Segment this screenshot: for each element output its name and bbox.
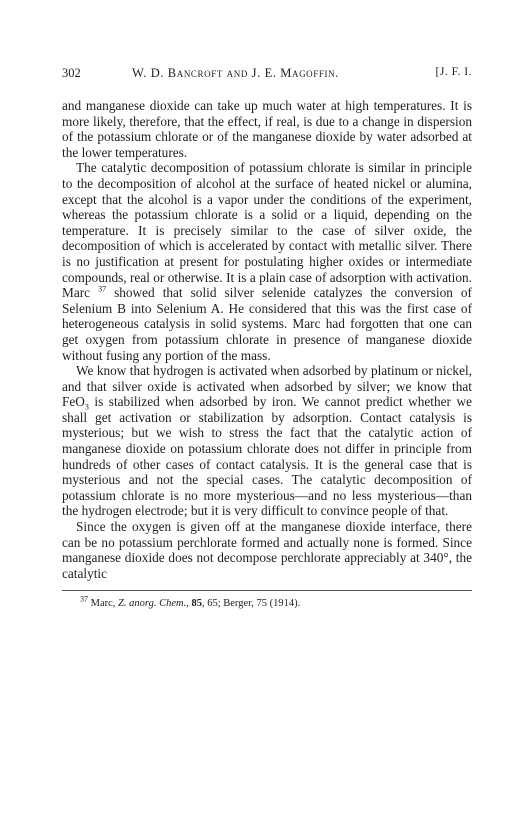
text-segment: 85: [191, 598, 202, 610]
journal-reference: [J. F. I.: [435, 66, 472, 78]
text-segment: 37: [80, 594, 88, 604]
paragraph-hydrogen-activation: [62, 363, 472, 519]
footnote-37: [62, 594, 472, 610]
text-segment: The catalytic decomposition of potassium chlorate is similar in principle to the decomposition of alcohol at the surface of heated nickel or alumina, except that the alcohol is a vapor under the conditions of the experiment, whereas the potassium chlorate is a solid or a liquid, depending on the temperature. It is precisely similar to the case of silver oxide, the decomposition of which is accelerated by contact with metallic silver. There is no justification at present for postulating higher oxides or intermediate compounds, real or otherwise. It is a plain case of adsorption with activation. Marc: [62, 160, 472, 301]
running-title: W. D. Bancroft and J. E. Magoffin.: [132, 66, 339, 80]
text-segment: Since the oxygen is given off at the manganese dioxide interface, there can be no potassium perchlorate formed and actually none is formed. Since manganese dioxide does not decompose perchlorate appreciably at 340°, the catalytic: [62, 519, 472, 581]
text-segment: is stabilized when adsorbed by iron. We cannot predict whether we shall get activation or stabilization by adsorption. Contact catalysis is mysterious; but we wish to stress the fact that the catalytic action of manganese dioxide on potassium chlorate does not differ in principle from hundreds of other cases of contact catalysis. It is the general case that is mysterious and not the special cases. The catalytic decomposition of potassium chlorate is no more mysterious—and no less mysterious—than the hydrogen electrode; but it is very difficult to convince people of that.: [62, 394, 472, 519]
text-segment: ,: [186, 598, 192, 610]
paragraph-oxygen-interface: [62, 519, 472, 581]
text-segment: and manganese dioxide can take up much water at high temperatures. It is more likely, therefore, that the effect, if real, is due to a change in dispersion of the potassium chlorate or of the manganese dioxide by water adsorbed at the lower temperatures.: [62, 98, 472, 160]
text-segment: showed that solid silver selenide catalyzes the conversion of Selenium B into Selenium A. He considered that this was the first case of heterogeneous catalysis in solid systems. Marc had forgotten that one can get oxygen from potassium chlorate in presence of manganese dioxide without fusing any portion of the mass.: [62, 285, 472, 363]
text-segment: Z. anorg. Chem.: [118, 598, 187, 610]
page-number: 302: [62, 66, 81, 80]
text-segment: We know that hydrogen is activated when adsorbed by platinum or nickel, and that silver oxide is activated when adsorbed by silver; we know that FeO: [62, 363, 472, 410]
journal-page: [62, 66, 472, 610]
text-segment: Marc,: [88, 598, 119, 610]
running-head: [62, 66, 472, 84]
text-segment: 37: [98, 284, 107, 294]
paragraph-catalytic-decomposition: [62, 160, 472, 363]
paragraph-continued: [62, 98, 472, 160]
text-segment: , 65; Berger, 75 (1914).: [201, 598, 301, 610]
text-segment: 3: [84, 402, 89, 412]
footnote-divider: [62, 590, 472, 591]
body-text: [62, 98, 472, 581]
